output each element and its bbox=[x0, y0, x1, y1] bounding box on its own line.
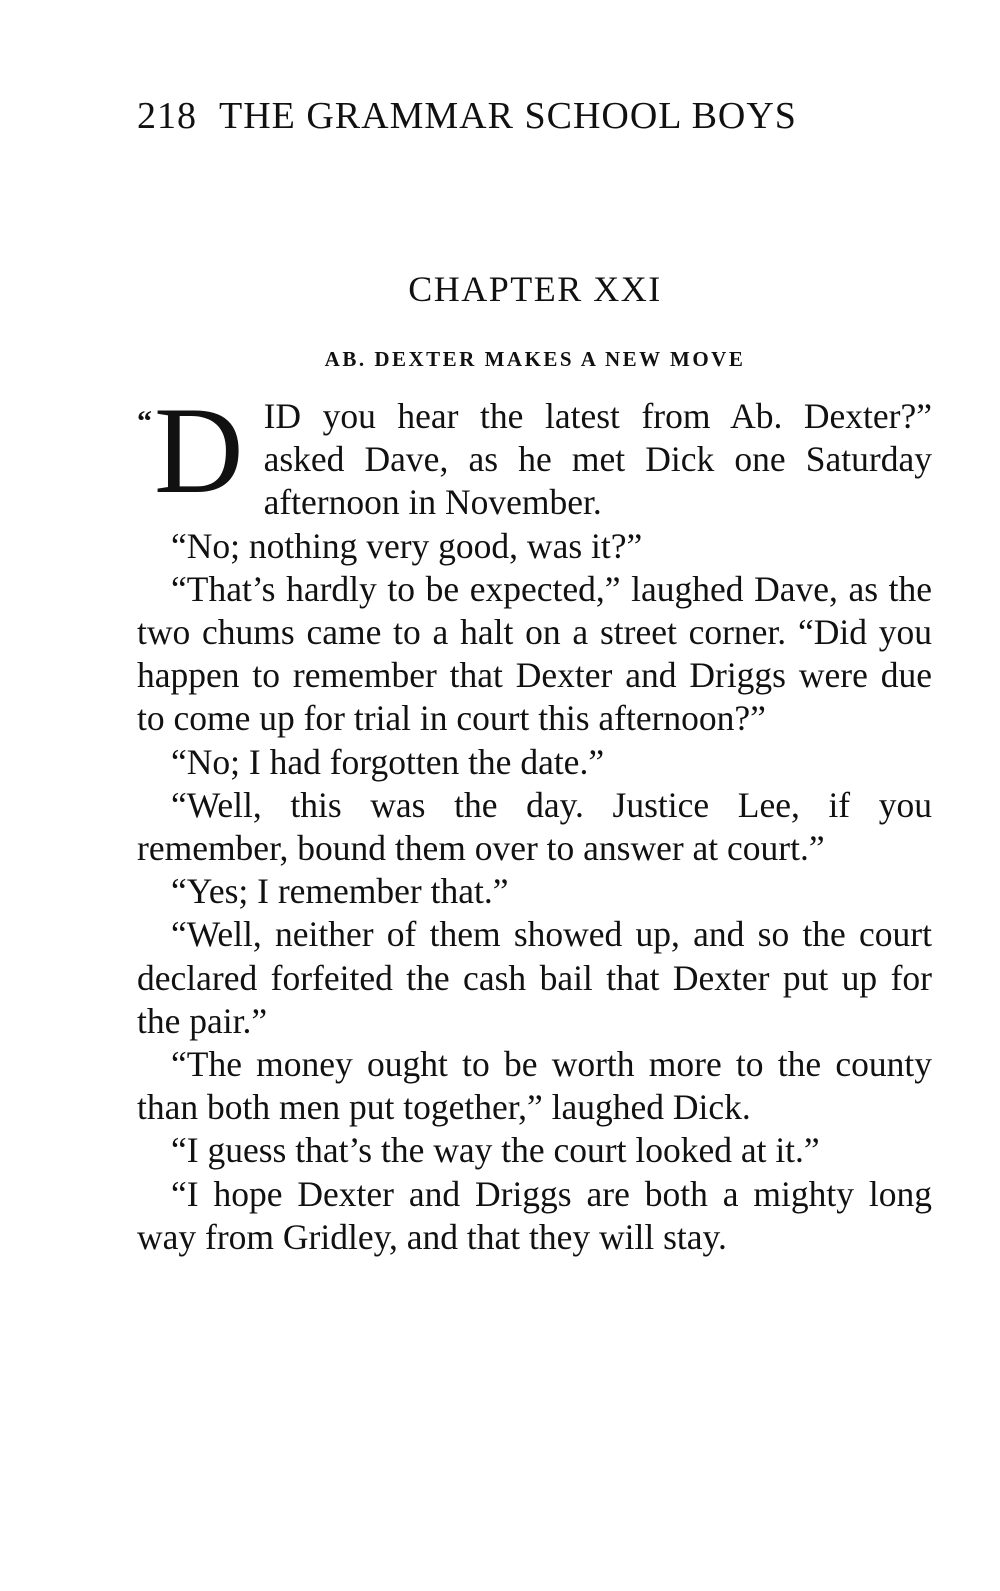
paragraph: “That’s hardly to be expected,” laughed Dave, as the two chums came to a halt on a street corner. “Did you happen to remember that Dexter and Driggs were due to come up for trial in court this afternoon?” bbox=[137, 568, 932, 739]
chapter-body bbox=[137, 382, 932, 1259]
chapter-title: AB. DEXTER MAKES A NEW MOVE bbox=[324, 347, 746, 371]
opening-text: ID you hear the latest from Ab. Dexter?” asked Dave, as he met Dick one Saturday afternoon in November. bbox=[263, 396, 932, 523]
paragraph: “No; I had forgotten the date.” bbox=[171, 741, 605, 782]
page-number: 218 bbox=[137, 95, 197, 137]
paragraph: “Well, this was the day. Justice Lee, if you remember, bound them over to answer at court.” bbox=[137, 784, 932, 869]
paragraph: “I hope Dexter and Driggs are both a mighty long way from Gridley, and that they will stay. bbox=[137, 1173, 932, 1257]
paragraph: “Well, neither of them showed up, and so the court declared forfeited the cash bail that Dexter put up for the pair.” bbox=[137, 914, 932, 1041]
opening-paragraph bbox=[137, 382, 932, 525]
paragraph: “Yes; I remember that.” bbox=[171, 871, 509, 912]
paragraph: “I guess that’s the way the court looked at it.” bbox=[171, 1130, 820, 1171]
chapter-number: CHAPTER XXI bbox=[408, 269, 662, 309]
drop-cap: D bbox=[154, 382, 244, 519]
book-title: THE GRAMMAR SCHOOL BOYS bbox=[219, 95, 797, 137]
opening-quote-mark: “ bbox=[137, 405, 152, 438]
paragraph: “No; nothing very good, was it?” bbox=[171, 525, 643, 566]
paragraph: “The money ought to be worth more to the county than both men put together,” laughed Dick. bbox=[137, 1044, 932, 1128]
running-head bbox=[137, 94, 797, 138]
